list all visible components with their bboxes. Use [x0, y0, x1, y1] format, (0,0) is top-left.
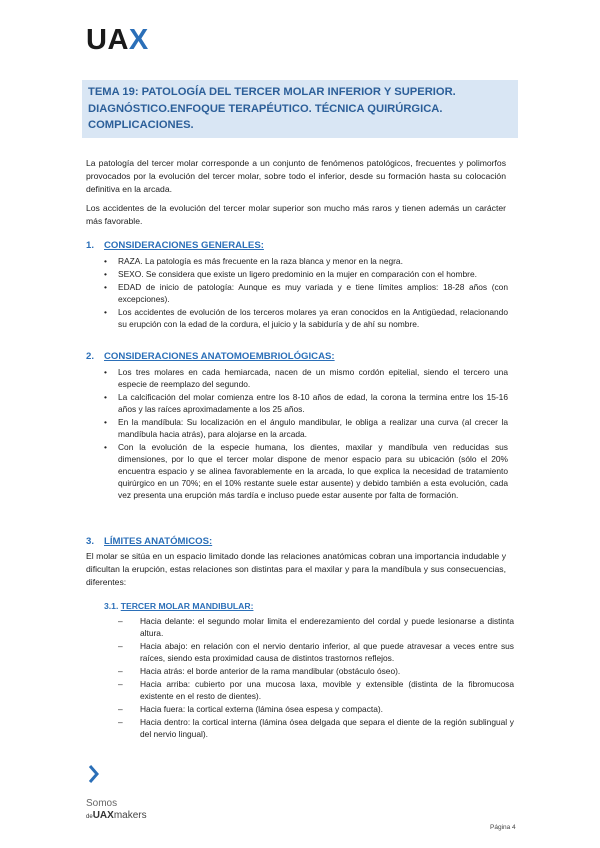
list-item: – Hacia arriba: cubierto por una mucosa laxa, movible y extensible (distinta de la fibromucosa existente en el resto de dientes). [118, 678, 514, 702]
page-number: Página 4 [490, 824, 516, 831]
section-1-list [104, 255, 508, 331]
list-item: • SEXO. Se considera que existe un ligero predominio en la mujer en comparación con el hombre. [104, 268, 508, 280]
list-item: • En la mandíbula: Su localización en el ángulo mandibular, le obliga a realizar una curva (al crecer la mandíbula hacia atrás), para alojarse en la arcada. [104, 416, 508, 440]
chevron-right-icon [88, 764, 100, 784]
section-1-heading: 1. CONSIDERACIONES GENERALES: [86, 240, 264, 251]
list-item: – Hacia dentro: la cortical interna (lámina ósea delgada que separa el diente de la región sublingual y del nervio lingual). [118, 716, 514, 740]
list-item: – Hacia delante: el segundo molar limita el enderezamiento del cordal y puede lesionarse a distinta altura. [118, 615, 514, 639]
footer-brand: Somos deUAXmakers [86, 798, 147, 821]
section-3-paragraph: El molar se sitúa en un espacio limitado donde las relaciones anatómicas cobran una importancia indudable y dificultan la erupción, estas relaciones son distintas para el maxilar y para la mandíbula y sus consecuencias, diferentes: [86, 551, 506, 587]
list-item: – Hacia fuera: la cortical externa (lámina ósea espesa y compacta). [118, 703, 514, 715]
uax-logo: UAX [86, 24, 149, 56]
list-item: • Los accidentes de evolución de los terceros molares ya eran conocidos en la Antigüedad, relacionando su erupción con la edad de la cordura, el juicio y la sabiduría y de ahí su nombre. [104, 306, 508, 330]
list-item: • RAZA. La patología es más frecuente en la raza blanca y menor en la negra. [104, 255, 508, 267]
list-item: • EDAD de inicio de patología: Aunque es muy variada y e tiene límites amplios: 18-28 años (con excepciones). [104, 281, 508, 305]
subsection-3-1-heading: 3.1. TERCER MOLAR MANDIBULAR: [104, 601, 254, 611]
intro-paragraph-1: La patología del tercer molar corresponde a un conjunto de fenómenos patológicos, frecuentes y polimorfos provocados por la evolución del tercer molar, sobre todo el inferior, desde su formación hasta su colocación definitiva en la arcada. [86, 158, 506, 194]
list-item: • Con la evolución de la especie humana, los dientes, maxilar y mandíbula ven reducidas sus dimensiones, por lo que el tercer molar dispone de menor espacio para su ubicación (sólo el 20% encuentra espacio y se alinea favorablemente en la arcada, lo que explica la necesidad de tratamiento quirúrgico en un 70%; en el 10% restante suele estar ausente) y debido también a esta evolución, cada vez presenta una erupción más tardía e incluso puede estar ausente por falta de formación. [104, 441, 508, 501]
list-item: • Los tres molares en cada hemiarcada, nacen de un mismo cordón epitelial, siendo el tercero una especie de reemplazo del segundo. [104, 366, 508, 390]
section-2-list [104, 366, 508, 502]
subsection-3-1-list [118, 615, 514, 741]
section-2-heading: 2. CONSIDERACIONES ANATOMOEMBRIOLÓGICAS: [86, 351, 335, 362]
list-item: – Hacia abajo: en relación con el nervio dentario inferior, al que puede atravesar a veces entre sus raíces, siendo esta proximidad causa de distintos trastornos reflejos. [118, 640, 514, 664]
list-item: • La calcificación del molar comienza entre los 8-10 años de edad, la corona la termina entre los 15-16 años y las raíces aproximadamente a los 25 años. [104, 391, 508, 415]
intro-paragraph-2: Los accidentes de la evolución del tercer molar superior son mucho más raros y tienen además un carácter más favorable. [86, 203, 506, 226]
list-item: – Hacia atrás: el borde anterior de la rama mandibular (obstáculo óseo). [118, 665, 514, 677]
section-3-heading: 3. LÍMITES ANATÓMICOS: [86, 536, 213, 547]
document-title: TEMA 19: PATOLOGÍA DEL TERCER MOLAR INFERIOR Y SUPERIOR. DIAGNÓSTICO.ENFOQUE TERAPÉUTICO. TÉCNICA QUIRÚRGICA. COMPLICACIONES. [82, 80, 518, 138]
footer-somos: Somos [86, 798, 118, 809]
